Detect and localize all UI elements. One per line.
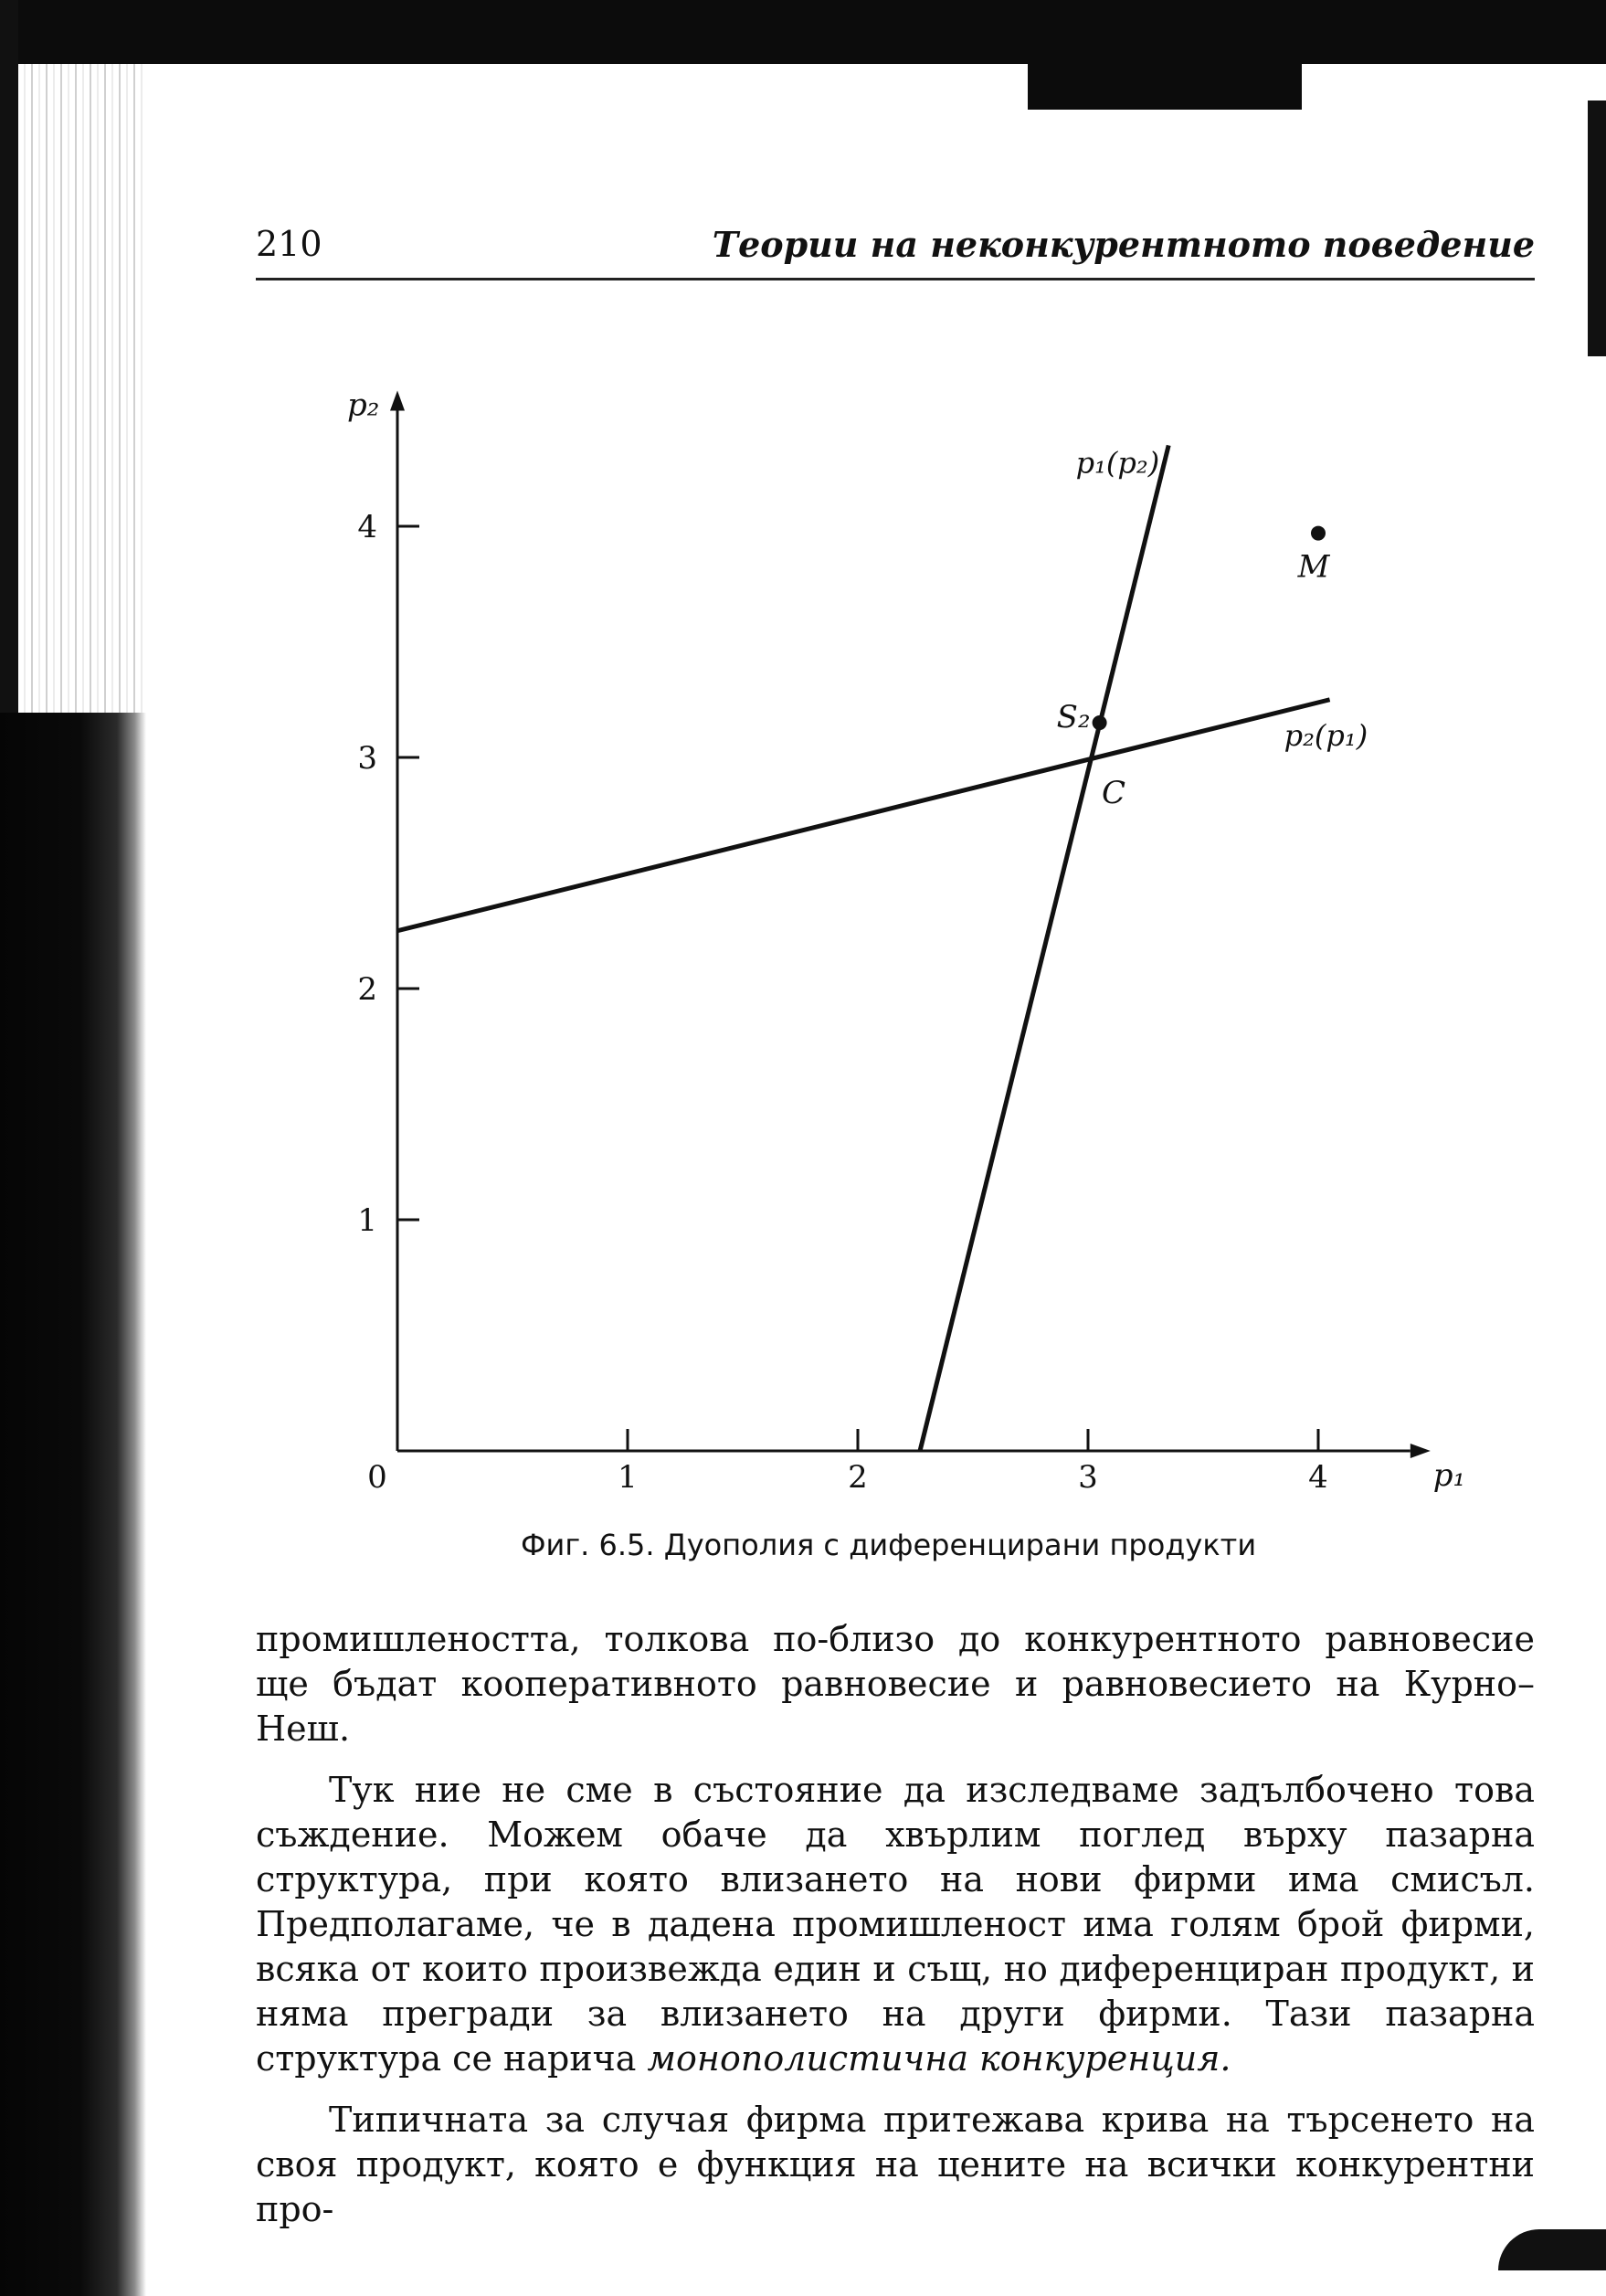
x-tick-label: 3 xyxy=(1078,1459,1098,1496)
page-number: 210 xyxy=(256,224,322,264)
y-tick-label: 3 xyxy=(357,740,377,777)
paragraph-2 xyxy=(256,1768,1535,2081)
point-label-S₂: S₂ xyxy=(1056,699,1091,736)
paragraph-1: промишлеността, толкова по-близо до конкурентното равновесие ще бъдат кооперативното равновесие и равновесието на Курно–Неш. xyxy=(256,1619,1535,1749)
x-tick-label: 4 xyxy=(1308,1459,1328,1496)
x-tick-label: 1 xyxy=(618,1459,638,1496)
point-label-C: C xyxy=(1101,775,1126,811)
body-text xyxy=(256,1617,1535,2232)
paragraph-2-text: Тук ние не сме в състояние да изследваме задълбочено това съждение. Можем обаче да хвърлим поглед върху пазарна структура, при която влизането на нови фирми има смисъл. Предполагаме, че в дадена промишленост има голям брой фирми, всяка от които произвежда един и същ, но диференциран продукт, и няма прегради за влизането на други фирми. Тази пазарна структура се нарича xyxy=(256,1770,1535,2079)
chart-ticks xyxy=(357,509,1327,1496)
series-label-2: p₂(p₁) xyxy=(1284,717,1368,753)
y-axis-arrow xyxy=(390,391,405,411)
point-M xyxy=(1311,526,1326,541)
series-label-1: p₁(p₂) xyxy=(1075,445,1160,481)
chart-lines xyxy=(397,445,1368,1451)
x-axis-arrow xyxy=(1411,1444,1431,1458)
paragraph-3: Типичната за случая фирма притежава крива на търсенето на своя продукт, която е функция на цените на всички конкурентни про- xyxy=(256,2100,1535,2229)
point-S₂ xyxy=(1093,715,1107,730)
point-label-M: M xyxy=(1297,548,1330,586)
scan-shadow-bottom-right xyxy=(1498,2229,1606,2270)
term-monopolistic-competition: монополистична конкуренция. xyxy=(647,2038,1231,2079)
figure-caption: Фиг. 6.5. Дуополия с диференцирани продукти xyxy=(521,1528,1257,1562)
chart-points xyxy=(1057,526,1331,811)
series-line-1 xyxy=(920,445,1168,1451)
y-axis-label: p₂ xyxy=(347,386,380,424)
x-tick-label: 0 xyxy=(367,1459,387,1496)
running-title: Теории на неконкурентното поведение xyxy=(712,224,1535,265)
y-tick-label: 4 xyxy=(357,509,377,545)
series-line-2 xyxy=(397,700,1330,931)
y-tick-label: 1 xyxy=(357,1202,377,1239)
x-axis-label: p₁ xyxy=(1432,1457,1466,1494)
y-tick-label: 2 xyxy=(357,971,377,1008)
x-tick-label: 2 xyxy=(848,1459,868,1496)
